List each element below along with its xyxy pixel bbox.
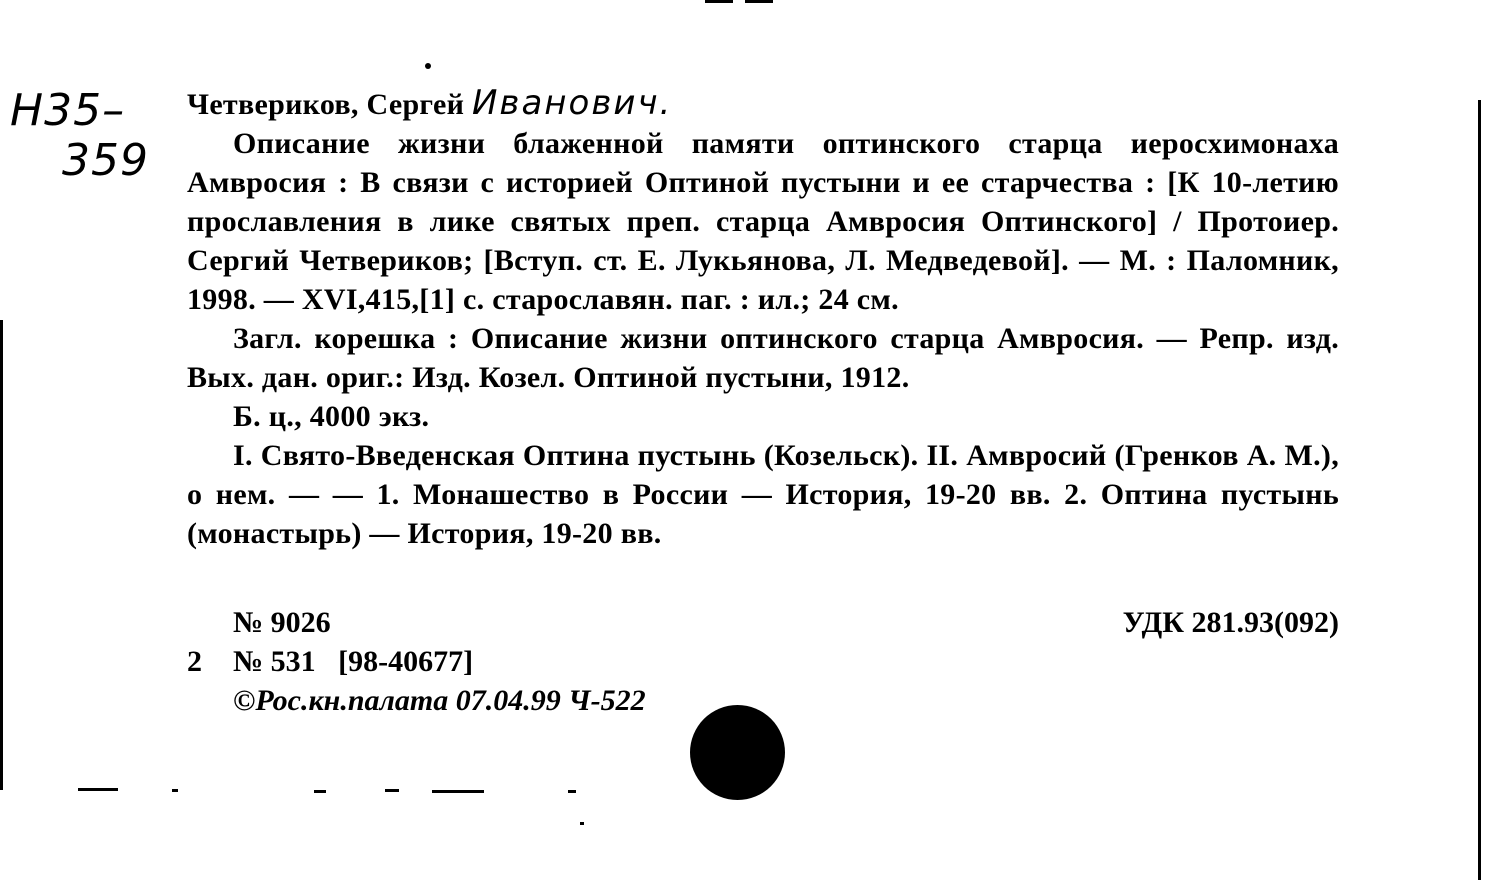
card-number: № 9026	[233, 606, 331, 639]
registration-number: № 531	[233, 645, 316, 678]
title-description: Описание жизни блаженной памяти оптинского старца иеросхимонаха Амвросия : В связи с историей Оптиной пустыни и ее старчества : [К 10-летию прославления в лике святых преп. старца Амвросия Оптинского] / Протоиер. Сергий Четвериков; [Вступ. ст. Е. Лукьянова, Л. Медведевой]. — М. : Паломник, 1998. — XVI,415,[1] с. старославян. паг. : ил.; 24 см.	[187, 127, 1339, 316]
card-footer	[187, 603, 1339, 720]
handwritten-shelfmark	[10, 86, 149, 186]
card-body	[187, 84, 1339, 553]
book-chamber-stamp: ©Рос.кн.палата 07.04.99 Ч-522	[233, 684, 646, 717]
ink-dot	[425, 63, 431, 69]
top-edge-mark	[705, 0, 785, 3]
spine-title-note: Загл. корешка : Описание жизни оптинского старца Амвросия. — Репр. изд. Вых. дан. ориг.: Изд. Козел. Оптиной пустыни, 1912.	[187, 322, 1339, 394]
shelfmark-line-1: Н35–	[10, 85, 126, 136]
shelfmark-line-2: 359	[62, 135, 149, 186]
registration-code: [98-40677]	[338, 645, 474, 678]
bottom-mark	[580, 822, 584, 825]
bottom-mark	[385, 789, 399, 792]
footer-row-1	[187, 603, 1339, 642]
author-heading	[187, 84, 1339, 124]
left-card-edge	[0, 320, 3, 790]
author-name: Четвериков, Сергей	[187, 88, 465, 121]
bottom-mark	[78, 788, 118, 791]
copies-count: 2	[187, 645, 202, 678]
right-card-edge	[1478, 100, 1481, 880]
registration-info	[233, 642, 473, 681]
subject-headings: I. Свято-Введенская Оптина пустынь (Козельск). II. Амвросий (Гренков А. М.), о нем. — — 1. Монашество в России — История, 19-20 вв. 2. Оптина пустынь (монастырь) — История, 19-20 вв.	[187, 439, 1339, 550]
footer-row-2	[187, 642, 1339, 681]
bottom-mark	[432, 790, 484, 793]
price-print-run: Б. ц., 4000 экз.	[233, 400, 430, 433]
bottom-mark	[568, 790, 576, 793]
udk-code: УДК 281.93(092)	[1122, 606, 1339, 639]
bottom-mark	[172, 789, 178, 792]
bottom-mark	[314, 790, 326, 793]
punch-hole	[690, 705, 785, 800]
handwritten-patronymic: Иванович.	[471, 83, 673, 123]
